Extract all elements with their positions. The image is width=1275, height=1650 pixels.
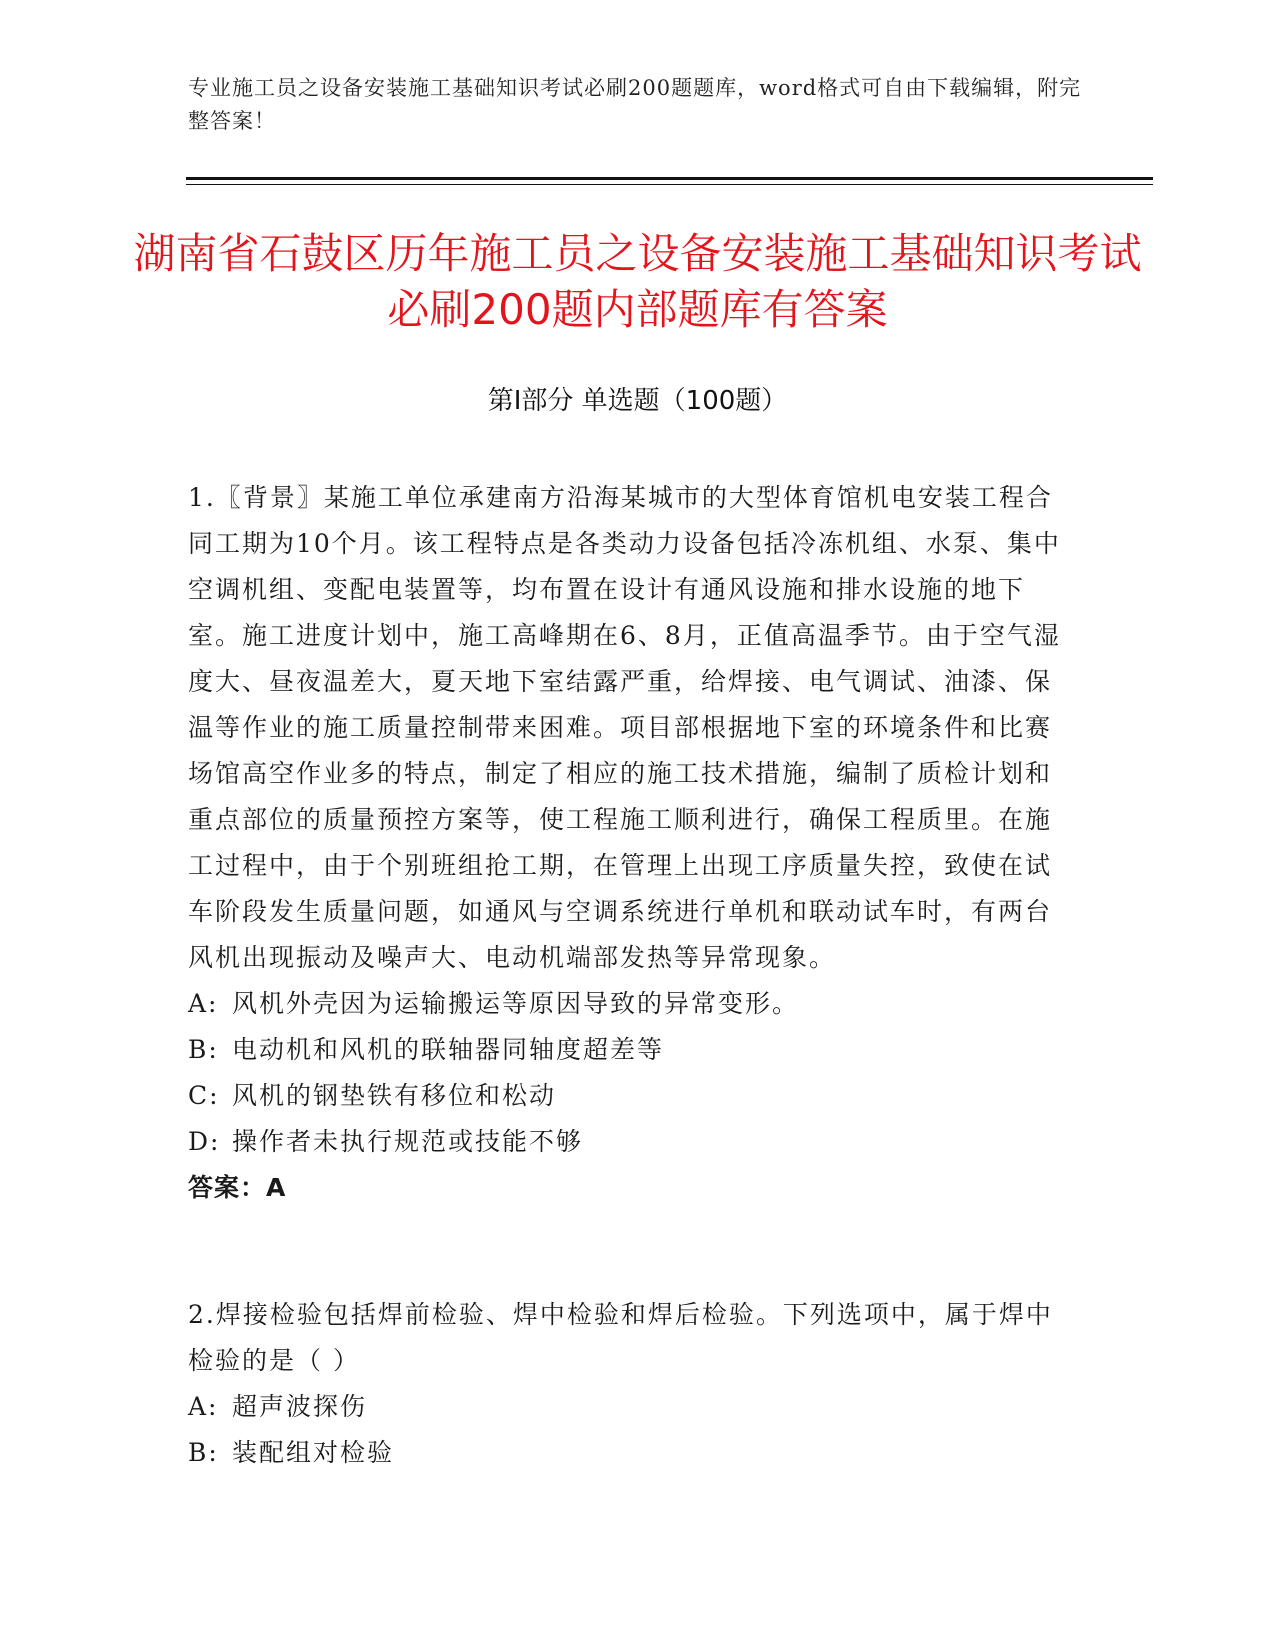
option-letter: A: (188, 989, 219, 1018)
option-a (188, 1384, 1068, 1430)
option-letter: B: (188, 1438, 219, 1467)
option-letter: C: (188, 1081, 220, 1110)
option-list (188, 1384, 1068, 1476)
header-note: 专业施工员之设备安装施工基础知识考试必刷200题题库，word格式可自由下载编辑，附完整答案！ (188, 76, 1082, 133)
option-text: 风机的钢垫铁有移位和松动 (232, 1081, 557, 1110)
question-stem: 1.〖背景〗某施工单位承建南方沿海某城市的大型体育馆机电安装工程合同工期为10个月。该工程特点是各类动力设备包括冷冻机组、水泵、集中空调机组、变配电装置等，均布置在设计有通风设施和排水设施的地下室。施工进度计划中，施工高峰期在6、8月，正值高温季节。由于空气湿度大、昼夜温差大，夏天地下室结露严重，给焊接、电气调试、油漆、保温等作业的施工质量控制带来困难。项目部根据地下室的环境条件和比赛场馆高空作业多的特点，制定了相应的施工技术措施，编制了质检计划和重点部位的质量预控方案等，使工程施工顺利进行，确保工程质里。在施工过程中，由于个别班组抢工期，在管理上出现工序质量失控，致使在试车阶段发生质量问题，如通风与空调系统进行单机和联动试车时，有两台风机出现振动及噪声大、电动机端部发热等异常现象。 (188, 483, 1061, 972)
option-text: 操作者未执行规范或技能不够 (232, 1127, 584, 1156)
option-b (188, 1027, 1068, 1073)
header-divider-thin (186, 184, 1153, 185)
option-letter: A: (188, 1392, 219, 1421)
option-a (188, 981, 1068, 1027)
option-text: 电动机和风机的联轴器同轴度超差等 (232, 1035, 665, 1064)
option-c (188, 1073, 1068, 1119)
option-d (188, 1119, 1068, 1165)
header-divider-thick (186, 177, 1153, 180)
question-2 (188, 1292, 1068, 1476)
option-text: 超声波探伤 (232, 1392, 368, 1421)
option-list (188, 981, 1068, 1165)
answer-label: 答案：A (188, 1173, 287, 1202)
option-b (188, 1430, 1068, 1476)
question-stem: 2.焊接检验包括焊前检验、焊中检验和焊后检验。下列选项中，属于焊中检验的是（ ） (188, 1300, 1053, 1375)
section-heading: 第I部分 单选题（100题） (487, 386, 788, 416)
option-letter: B: (188, 1035, 219, 1064)
option-text: 装配组对检验 (232, 1438, 395, 1467)
document-title: 湖南省石鼓区历年施工员之设备安装施工基础知识考试必刷200题内部题库有答案 (133, 229, 1142, 334)
option-text: 风机外壳因为运输搬运等原因导致的异常变形。 (232, 989, 800, 1018)
question-1 (188, 475, 1068, 1211)
option-letter: D: (188, 1127, 221, 1156)
